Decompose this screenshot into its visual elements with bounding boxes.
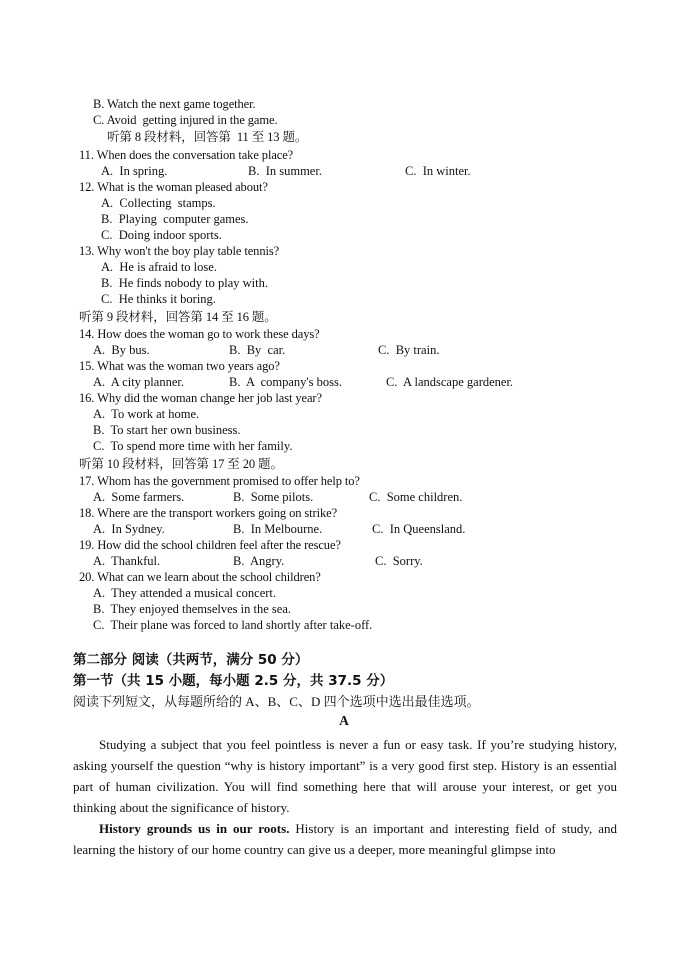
q17-option-a: A. Some farmers. — [93, 490, 185, 504]
section1-title: 第一节（共 15 小题，每小题 2.5 分，共 37.5 分） — [73, 673, 394, 689]
q12-option-c: C. Doing indoor sports. — [101, 228, 222, 242]
q16-stem: 16. Why did the woman change her job last year? — [79, 391, 322, 405]
q16-option-a: A. To work at home. — [93, 407, 200, 421]
paragraph-2-body: History is an important and interesting field of study, and learning the history of our home country can give us a deeper, more meaningful glimpse into — [73, 821, 617, 857]
q14-option-c: C. By train. — [378, 343, 440, 357]
section-8-header: 听第 8 段材料，回答第 11 至 13 题。 — [107, 130, 308, 144]
q12-option-b: B. Playing computer games. — [101, 212, 249, 226]
q16-option-b: B. To start her own business. — [93, 423, 241, 437]
q17-stem: 17. Whom has the government promised to offer help to? — [79, 474, 360, 488]
q15-option-b: B. A company's boss. — [229, 375, 343, 389]
q15-option-c: C. A landscape gardener. — [386, 375, 514, 389]
q14-option-b: B. By car. — [229, 343, 286, 357]
q14-option-a: A. By bus. — [93, 343, 150, 357]
q18-option-a: A. In Sydney. — [93, 522, 165, 536]
q18-option-c: C. In Queensland. — [372, 522, 466, 536]
q20-option-a: A. They attended a musical concert. — [93, 586, 277, 600]
q19-option-b: B. Angry. — [233, 554, 285, 568]
reading-instruction: 阅读下列短文，从每题所给的 A、B、C、D 四个选项中选出最佳选项。 — [73, 694, 480, 709]
q19-option-c: C. Sorry. — [375, 554, 423, 568]
section-10-header: 听第 10 段材料，回答第 17 至 20 题。 — [79, 457, 283, 471]
q12-option-a: A. Collecting stamps. — [101, 196, 216, 210]
section-9-header: 听第 9 段材料，回答第 14 至 16 题。 — [79, 310, 277, 324]
passage-paragraph-1: Studying a subject that you feel pointless is never a fun or easy task. If you’re studying history, asking yourself the question “why is history important” is a very good first step. History is an essential part of human civilization. You will find something here that will arouse your interest, or get you thinking about the significance of history. — [73, 737, 617, 815]
q13-option-b: B. He finds nobody to play with. — [101, 276, 269, 290]
q12-stem: 12. What is the woman pleased about? — [79, 180, 268, 194]
q11-option-a: A. In spring. — [101, 164, 168, 178]
q15-option-a: A. A city planner. — [93, 375, 184, 389]
q17-option-b: B. Some pilots. — [233, 490, 314, 504]
q18-stem: 18. Where are the transport workers going on strike? — [79, 506, 338, 520]
q10-option-b: B. Watch the next game together. — [93, 97, 256, 111]
q17-option-c: C. Some children. — [369, 490, 463, 504]
q20-option-b: B. They enjoyed themselves in the sea. — [93, 602, 291, 616]
part2-title: 第二部分 阅读（共两节，满分 50 分） — [73, 652, 309, 668]
q11-option-c: C. In winter. — [405, 164, 471, 178]
q14-stem: 14. How does the woman go to work these days? — [79, 327, 320, 341]
q11-stem: 11. When does the conversation take place? — [79, 148, 294, 162]
q11-option-b: B. In summer. — [248, 164, 322, 178]
q15-stem: 15. What was the woman two years ago? — [79, 359, 280, 373]
q18-option-b: B. In Melbourne. — [233, 522, 323, 536]
paragraph-2-lead: History grounds us in our roots. — [99, 821, 290, 836]
q10-option-c: C. Avoid getting injured in the game. — [93, 113, 278, 127]
q20-option-c: C. Their plane was forced to land shortly after take-off. — [93, 618, 373, 632]
q13-option-a: A. He is afraid to lose. — [101, 260, 217, 274]
q19-option-a: A. Thankful. — [93, 554, 161, 568]
q20-stem: 20. What can we learn about the school children? — [79, 570, 321, 584]
passage-paragraph-2 — [73, 818, 617, 860]
q13-stem: 13. Why won't the boy play table tennis? — [79, 244, 280, 258]
q16-option-c: C. To spend more time with her family. — [93, 439, 293, 453]
q13-option-c: C. He thinks it boring. — [101, 292, 216, 306]
q19-stem: 19. How did the school children feel after the rescue? — [79, 538, 341, 552]
passage-letter: A — [339, 713, 349, 728]
